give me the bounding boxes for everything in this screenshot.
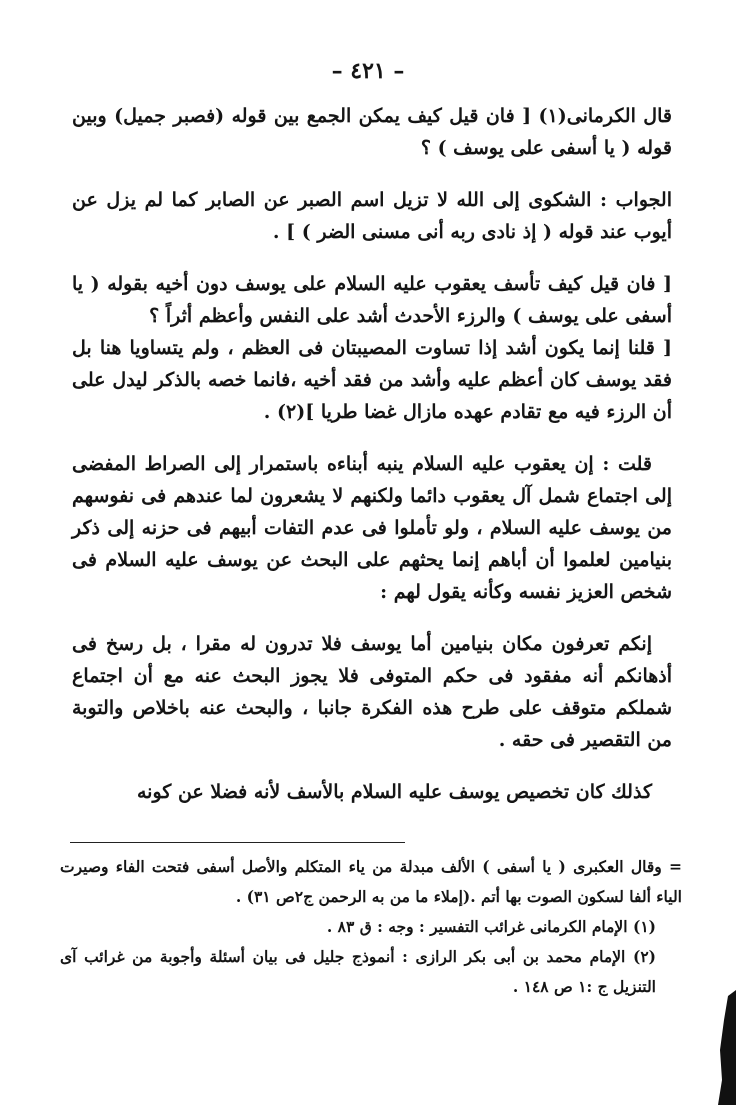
footnote-divider xyxy=(70,842,405,843)
scan-edge-mark xyxy=(714,990,736,1105)
footnote-2: (٢) الإمام محمد بن أبى بكر الرازى : أنموذج جليل فى بيان أسئلة وأجوبة من غرائب آى التنزيل ج :١ ص ١٤٨ . xyxy=(60,947,656,996)
paragraph-second-question: [ فان قيل كيف تأسف يعقوب عليه السلام على يوسف دون أخيه بقوله ( يا أسفى على يوسف ) والرزء الأحدث أشد على النفس وأعظم أثراً ؟ xyxy=(72,273,672,327)
footnotes xyxy=(60,852,682,1002)
footnote-continued: = وقال العكبرى ( يا أسفى ) الألف مبدلة من ياء المتكلم والأصل أسفى فتحت الفاء وصيرت الياء ألفا لسكون الصوت بها أتم .(إملاء ما من به الرحمن ج٢ص ٣١) . xyxy=(60,857,682,906)
paragraph-kirmani-question: قال الكرمانى(١) [ فان قيل كيف يمكن الجمع بين قوله (فصبر جميل) وبين قوله ( يا أسفى على يوسف ) ؟ xyxy=(72,105,672,159)
paragraph-quoted-speech: إنكم تعرفون مكان بنيامين أما يوسف فلا تدرون له مقرا ، بل رسخ فى أذهانكم أنه مفقود فى حكم المتوفى فلا يجوز البحث عنه مع أن اجتماع شملكم متوقف على طرح هذه الفكرة جانبا ، والبحث عنه باخلاص والتوبة من التقصير فى حقه . xyxy=(72,633,672,751)
main-text xyxy=(72,100,672,808)
paragraph-second-answer: [ قلنا إنما يكون أشد إذا تساوت المصيبتان فى العظم ، ولم يتساويا هنا بل فقد يوسف كان أعظم عليه وأشد من فقد أخيه ،فانما خصه بالذكر ليدل على أن الرزء فيه مع تقادم عهده مازال غضا طريا ](٢) . xyxy=(72,337,672,423)
page-number: – ٤٢١ – xyxy=(331,58,405,84)
footnote-1: (١) الإمام الكرمانى غرائب التفسير : وجه : ق ٨٣ . xyxy=(326,917,656,936)
paragraph-author-comment: قلت : إن يعقوب عليه السلام ينبه أبناءه باستمرار إلى الصراط المفضى إلى اجتماع شمل آل يعقوب دائما ولكنهم لا يشعرون لما عندهم فى نفوسهم من يوسف عليه السلام ، ولو تأملوا فى عدم التفات أبيهم فى حزنه إلى ذكر بنيامين لعلموا أن أباهم إنما يحثهم على البحث عن يوسف عليه السلام فى شخص العزيز نفسه وكأنه يقول لهم : xyxy=(72,453,672,603)
paragraph-continuation: كذلك كان تخصيص يوسف عليه السلام بالأسف لأنه فضلا عن كونه xyxy=(137,781,652,803)
paragraph-answer: الجواب : الشكوى إلى الله لا تزيل اسم الصبر عن الصابر كما لم يزل عن أيوب عند قوله ( إذ نادى ربه أنى مسنى الضر ) ] . xyxy=(72,189,672,243)
